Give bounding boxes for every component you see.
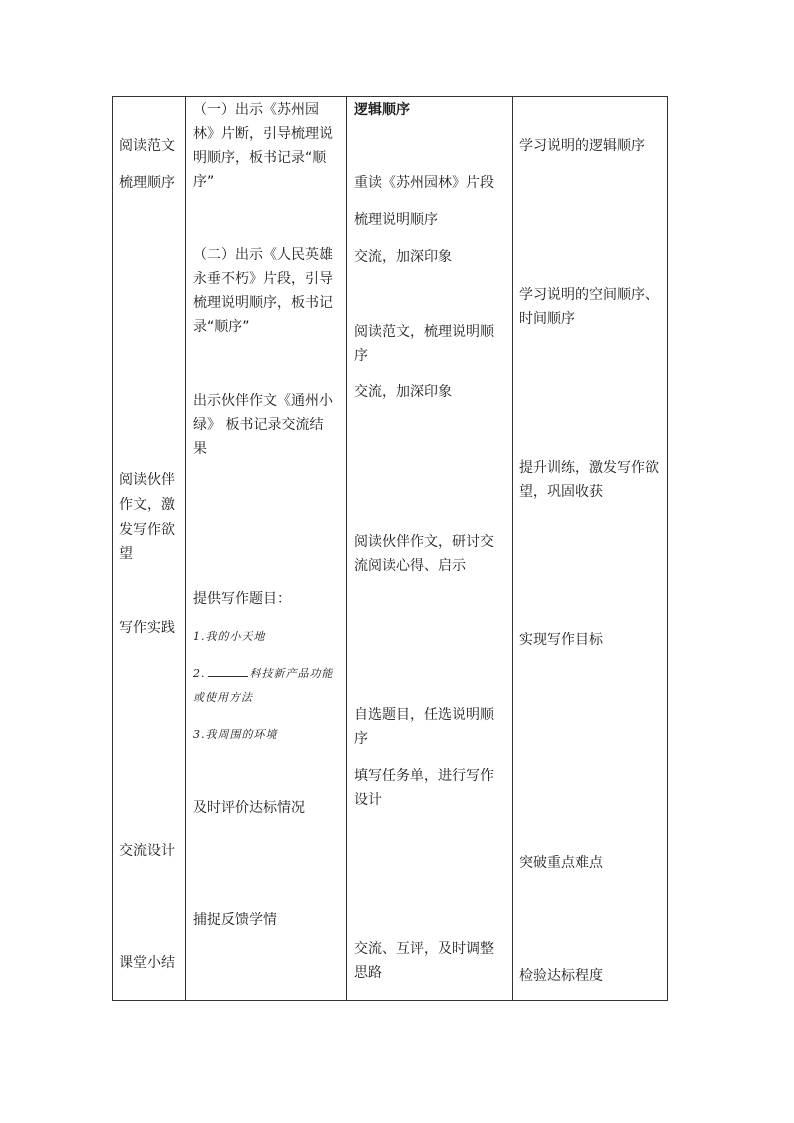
student-activity: 梳理说明顺序 bbox=[354, 212, 438, 228]
design-intent: 学习说明的空间顺序、 bbox=[519, 287, 659, 303]
student-activity: 序 bbox=[354, 348, 368, 364]
design-intent: 学习说明的逻辑顺序 bbox=[519, 138, 645, 154]
writing-topics-title: 提供写作题目： bbox=[193, 591, 291, 607]
teacher-activity: 序” bbox=[193, 174, 215, 190]
stage-label: 写作实践 bbox=[119, 620, 175, 636]
design-intent: 望，巩固收获 bbox=[519, 484, 603, 500]
writing-topic bbox=[193, 662, 334, 686]
stage-label: 课堂小结 bbox=[119, 955, 175, 971]
stage-label: 阅读范文 bbox=[119, 138, 175, 154]
student-activity: 设计 bbox=[354, 792, 382, 808]
fill-in-blank bbox=[208, 664, 248, 677]
topic-number: 2. bbox=[193, 667, 206, 680]
teacher-activity: 捕捉反馈学情 bbox=[193, 912, 277, 928]
teacher-activity: 梳理说明顺序，板书记 bbox=[193, 295, 333, 311]
writing-topic: 1.我的小天地 bbox=[193, 630, 266, 643]
teacher-activity: （二）出示《人民英雄 bbox=[193, 247, 333, 263]
teacher-activity: 果 bbox=[193, 441, 207, 457]
student-activity: 序 bbox=[354, 731, 368, 747]
column-divider bbox=[512, 97, 513, 1000]
design-intent: 检验达标程度 bbox=[519, 968, 603, 984]
student-activity: 阅读范文，梳理说明顺 bbox=[354, 324, 494, 340]
teacher-activity: 林》片断，引导梳理说 bbox=[193, 126, 333, 142]
writing-topic: 或使用方法 bbox=[193, 691, 253, 704]
student-activity: 交流，加深印象 bbox=[354, 384, 452, 400]
section-heading: 逻辑顺序 bbox=[354, 102, 410, 118]
stage-label: 梳理顺序 bbox=[119, 175, 175, 191]
stage-label: 发写作欲 bbox=[119, 522, 175, 538]
design-intent: 时间顺序 bbox=[519, 311, 575, 327]
teacher-activity: 出示伙伴作文《通州小 bbox=[193, 393, 333, 409]
student-activity: 填写任务单，进行写作 bbox=[354, 768, 494, 784]
student-activity: 自选题目，任选说明顺 bbox=[354, 707, 494, 723]
column-divider bbox=[185, 97, 186, 1000]
topic-text: 科技新产品功能 bbox=[249, 667, 334, 680]
teacher-activity: 录“顺序” bbox=[193, 319, 250, 335]
teacher-activity: 明顺序，板书记录“顺 bbox=[193, 150, 327, 166]
column-divider bbox=[346, 97, 347, 1000]
teacher-activity: 及时评价达标情况 bbox=[193, 800, 305, 816]
student-activity: 流阅读心得、启示 bbox=[354, 558, 466, 574]
student-activity: 思路 bbox=[354, 965, 382, 981]
stage-label: 作文，激 bbox=[119, 497, 175, 513]
student-activity: 重读《苏州园林》片段 bbox=[354, 175, 494, 191]
teacher-activity: （一）出示《苏州园 bbox=[193, 102, 319, 118]
student-activity: 交流，加深印象 bbox=[354, 249, 452, 265]
writing-topic: 3.我周围的环境 bbox=[193, 728, 278, 741]
design-intent: 提升训练，激发写作欲 bbox=[519, 460, 659, 476]
teacher-activity: 绿》 板书记录交流结 bbox=[193, 417, 324, 433]
stage-label: 望 bbox=[119, 546, 133, 562]
teacher-activity: 永垂不朽》片段，引导 bbox=[193, 271, 333, 287]
student-activity: 交流、互评，及时调整 bbox=[354, 941, 494, 957]
design-intent: 突破重点难点 bbox=[519, 855, 603, 871]
design-intent: 实现写作目标 bbox=[519, 632, 603, 648]
stage-label: 交流设计 bbox=[119, 843, 175, 859]
student-activity: 阅读伙伴作文，研讨交 bbox=[354, 534, 494, 550]
stage-label: 阅读伙伴 bbox=[119, 472, 175, 488]
